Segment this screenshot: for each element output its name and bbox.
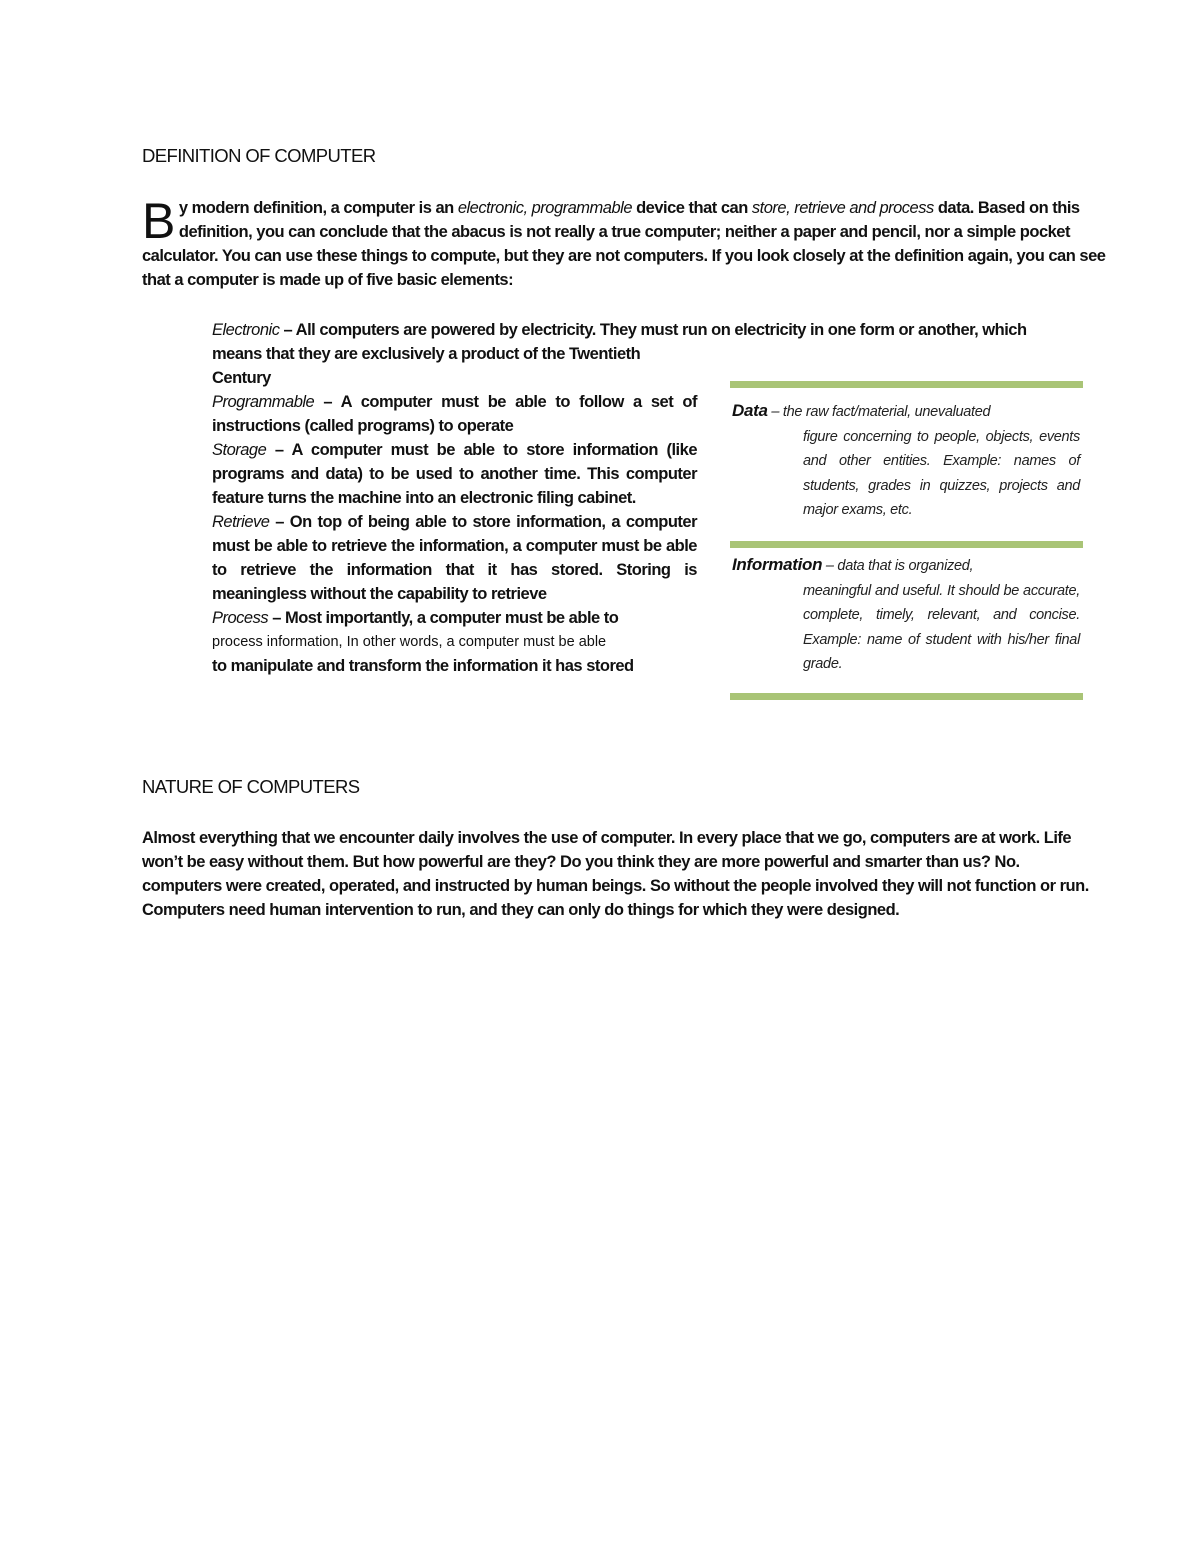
element-term: Programmable xyxy=(212,393,315,411)
drop-cap: B xyxy=(142,193,175,249)
definition-first-line: – data that is organized, xyxy=(822,558,974,574)
nature-paragraph: Almost everything that we encounter daily involves the use of computer. In every place that we go, computers are at work. Life won’t be easy without them. But how powerful are they? Do you think they are more powerful and smarter than us? No. computers were created, operated, and instructed by human beings. So without the people involved they will not function or run. Computers need human intervention to run, and they can only do things for which they were designed. xyxy=(142,829,1089,919)
element-electronic-cont xyxy=(212,342,702,390)
element-term: Electronic xyxy=(212,321,280,339)
element-text: – A computer must be able to store information (like programs and data) to be used to another time. This computer feature turns the machine into an electronic filing cabinet. xyxy=(212,441,697,507)
sidebox-rule-top xyxy=(730,381,1083,388)
element-text: to manipulate and transform the information it has stored xyxy=(212,657,634,675)
definition-data xyxy=(732,399,1080,523)
definition-rest: figure concerning to people, objects, events and other entities. Example: names of students, grades in quizzes, projects and major exams, etc. xyxy=(803,428,1080,518)
sidebox-rule-middle xyxy=(730,541,1083,548)
element-text: – On top of being able to store information, a computer must be able to retrieve the information, a computer must be able to retrieve the information that it has stored. Storing is meaningless without the capability to retrieve xyxy=(212,513,697,603)
element-text: – All computers are powered by electricity. They must run on electricity in one form or another, which xyxy=(279,321,1027,339)
element-electronic xyxy=(212,318,1112,342)
element-term: Retrieve xyxy=(212,513,270,531)
element-term: Process xyxy=(212,609,269,627)
intro-paragraph xyxy=(142,193,1118,292)
section-heading-nature: NATURE OF COMPUTERS xyxy=(142,776,360,797)
element-text: process information, In other words, a computer must be able xyxy=(212,634,607,650)
intro-text-2: device that can xyxy=(632,199,752,217)
definitions-sidebox xyxy=(730,381,1083,700)
intro-emphasis-2: store, retrieve and process xyxy=(751,199,934,217)
element-process xyxy=(212,606,697,630)
sidebox-rule-bottom xyxy=(730,693,1083,700)
element-process-cont-1 xyxy=(212,630,697,654)
section-heading-definition: DEFINITION OF COMPUTER xyxy=(142,145,376,166)
element-term: Storage xyxy=(212,441,267,459)
element-retrieve xyxy=(212,510,697,606)
element-process-cont-2 xyxy=(212,654,697,678)
definition-first-line: – the raw fact/material, unevaluated xyxy=(767,404,991,420)
intro-emphasis-1: electronic, programmable xyxy=(457,199,632,217)
element-text: means that they are exclusively a product of the Twentieth Century xyxy=(212,345,641,387)
intro-text-3: data. Based on this definition, you can conclude that the abacus is not really a true computer; neither a paper and pencil, nor a simple pocket calculator. You can use these things to compute, but they are not computers. If you look closely at the definition again, you can see that a computer is made up of five basic elements: xyxy=(142,199,1106,289)
definition-term: Information xyxy=(732,555,823,574)
definition-information xyxy=(732,553,1080,677)
element-text: – A computer must be able to follow a set of instructions (called programs) to operate xyxy=(212,393,697,435)
definition-term: Data xyxy=(732,401,768,420)
element-programmable xyxy=(212,390,697,438)
element-text: – Most importantly, a computer must be able to xyxy=(268,609,619,627)
element-storage xyxy=(212,438,697,510)
definition-rest: meaningful and useful. It should be accurate, complete, timely, relevant, and concise. Example: name of student with his/her final grade. xyxy=(803,582,1080,672)
intro-text-1: y modern definition, a computer is an xyxy=(178,199,458,217)
